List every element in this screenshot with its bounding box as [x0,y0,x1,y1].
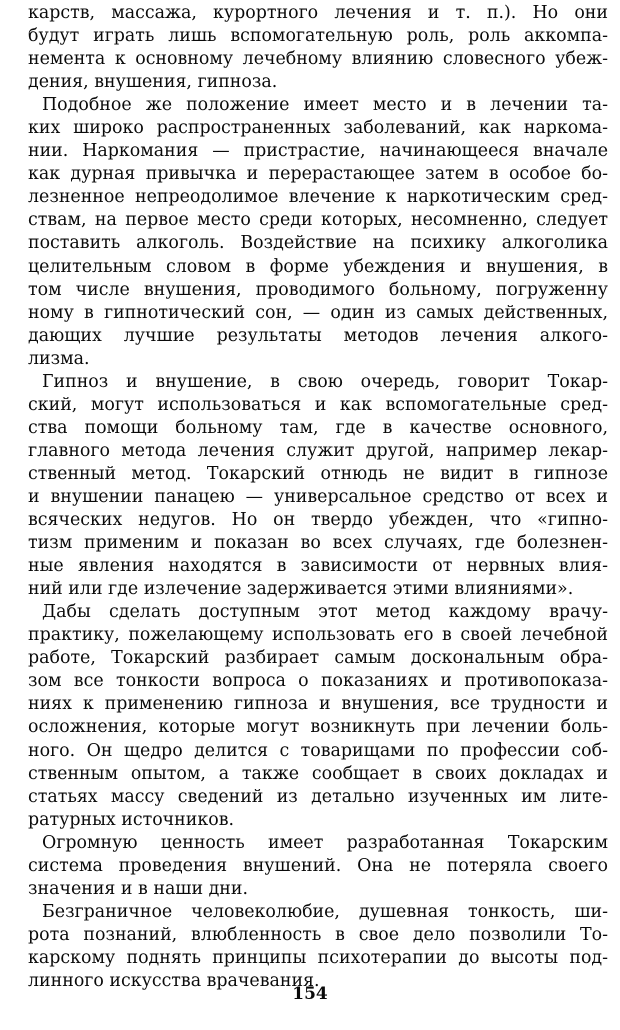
text-line: ные явления находятся в зависимости от нервных влия- [28,556,608,577]
text-line: значения и в наши дни. [28,878,249,899]
text-line: нии. Наркомания — пристрастие, начинающееся вначале [28,141,608,162]
paragraph [28,601,608,831]
paragraph [28,901,608,993]
text-line: ства помощи больному там, где в качестве основного, [28,417,608,438]
paragraph [28,94,608,371]
text-line: Дабы сделать доступным этот метод каждому врачу- [42,602,608,623]
text-line: ких широко распространенных заболеваний, как наркома- [28,118,608,139]
paragraph [28,2,608,94]
text-line: лезненное непреодолимое влечение к наркотическим сред- [28,187,608,208]
text-line: карскому поднять принципы психотерапии до высоты под- [28,947,608,968]
text-line: лизма. [28,348,90,369]
text-line: дения, внушения, гипноза. [28,72,278,93]
text-line: и внушении панацею — универсальное средство от всех и [28,486,608,507]
text-line: ский, могут использоваться и как вспомогательные сред- [28,394,608,415]
text-line: Огромную ценность имеет разработанная Токарским [42,832,608,853]
text-line: работе, Токарский разбирает самым досконaльным обра- [28,648,608,669]
text-line: том числе внушения, проводимого больному, погруженну [28,279,608,300]
text-line: осложнения, которые могут возникнуть при лечении боль- [28,717,608,738]
text-line: главного метода лечения служит другой, например лекар- [28,440,608,461]
text-line: ниях к применению гипноза и внушения, все трудности и [28,694,608,715]
text-line: будут играть лишь вспомогательную роль, роль аккомпа- [28,26,608,47]
text-line: Подобное же положение имеет место и в лечении та- [42,95,608,116]
text-line: линного искусства врачевания. [28,970,320,991]
text-line: тизм применим и показан во всех случаях, где болезнен- [28,533,608,554]
text-line: ний или где излечение задерживается этими влияниями». [28,579,574,600]
paragraph [28,832,608,901]
text-line: ратурных источников. [28,809,235,830]
text-line: поставить алкоголь. Воздействие на психику алкоголика [28,233,608,254]
paragraph [28,371,608,601]
text-line: ному в гипнотический сон, — один из самых действенных, [28,302,608,323]
text-line: Гипноз и внушение, в свою очередь, говорит Токар- [42,371,608,392]
text-line: дающих лучшие результаты методов лечения алкого- [28,325,608,346]
page-number: 154 [292,984,328,1004]
text-line: Безграничное человеколюбие, душевная тонкость, ши- [42,901,608,922]
text-line: немента к основному лечебному влиянию словесного убеж- [28,49,608,70]
text-line: рота познаний, влюбленность в свое дело позволили То- [28,924,608,945]
page-body [28,2,608,993]
text-line: зом все тонкости вопроса о показаниях и противопоказа- [28,671,608,692]
text-line: как дурная привычка и перерастающее затем в особое бо- [28,164,608,185]
text-line: ственным опытом, а также сообщает в своих докладах и [28,763,608,784]
text-line: статьях массу сведений из детально изученных им лите- [28,786,608,807]
text-line: ного. Он щедро делится с товарищами по профессии соб- [28,740,608,761]
text-line: карств, массажа, курортного лечения и т. п.). Но они [28,3,608,23]
text-line: всяческих недугов. Но он твердо убежден, что «гипно- [28,510,608,531]
text-line: практику, пожелающему использовать его в своей лечебной [28,625,608,646]
text-line: ственный метод. Токарский отнюдь не видит в гипнозе [28,463,608,484]
text-line: целительным словом в форме убеждения и внушения, в [28,256,608,277]
text-line: ствам, на первое место среди которых, несомненно, следует [28,210,608,231]
text-line: система проведения внушений. Она не потеряла своего [28,855,608,876]
